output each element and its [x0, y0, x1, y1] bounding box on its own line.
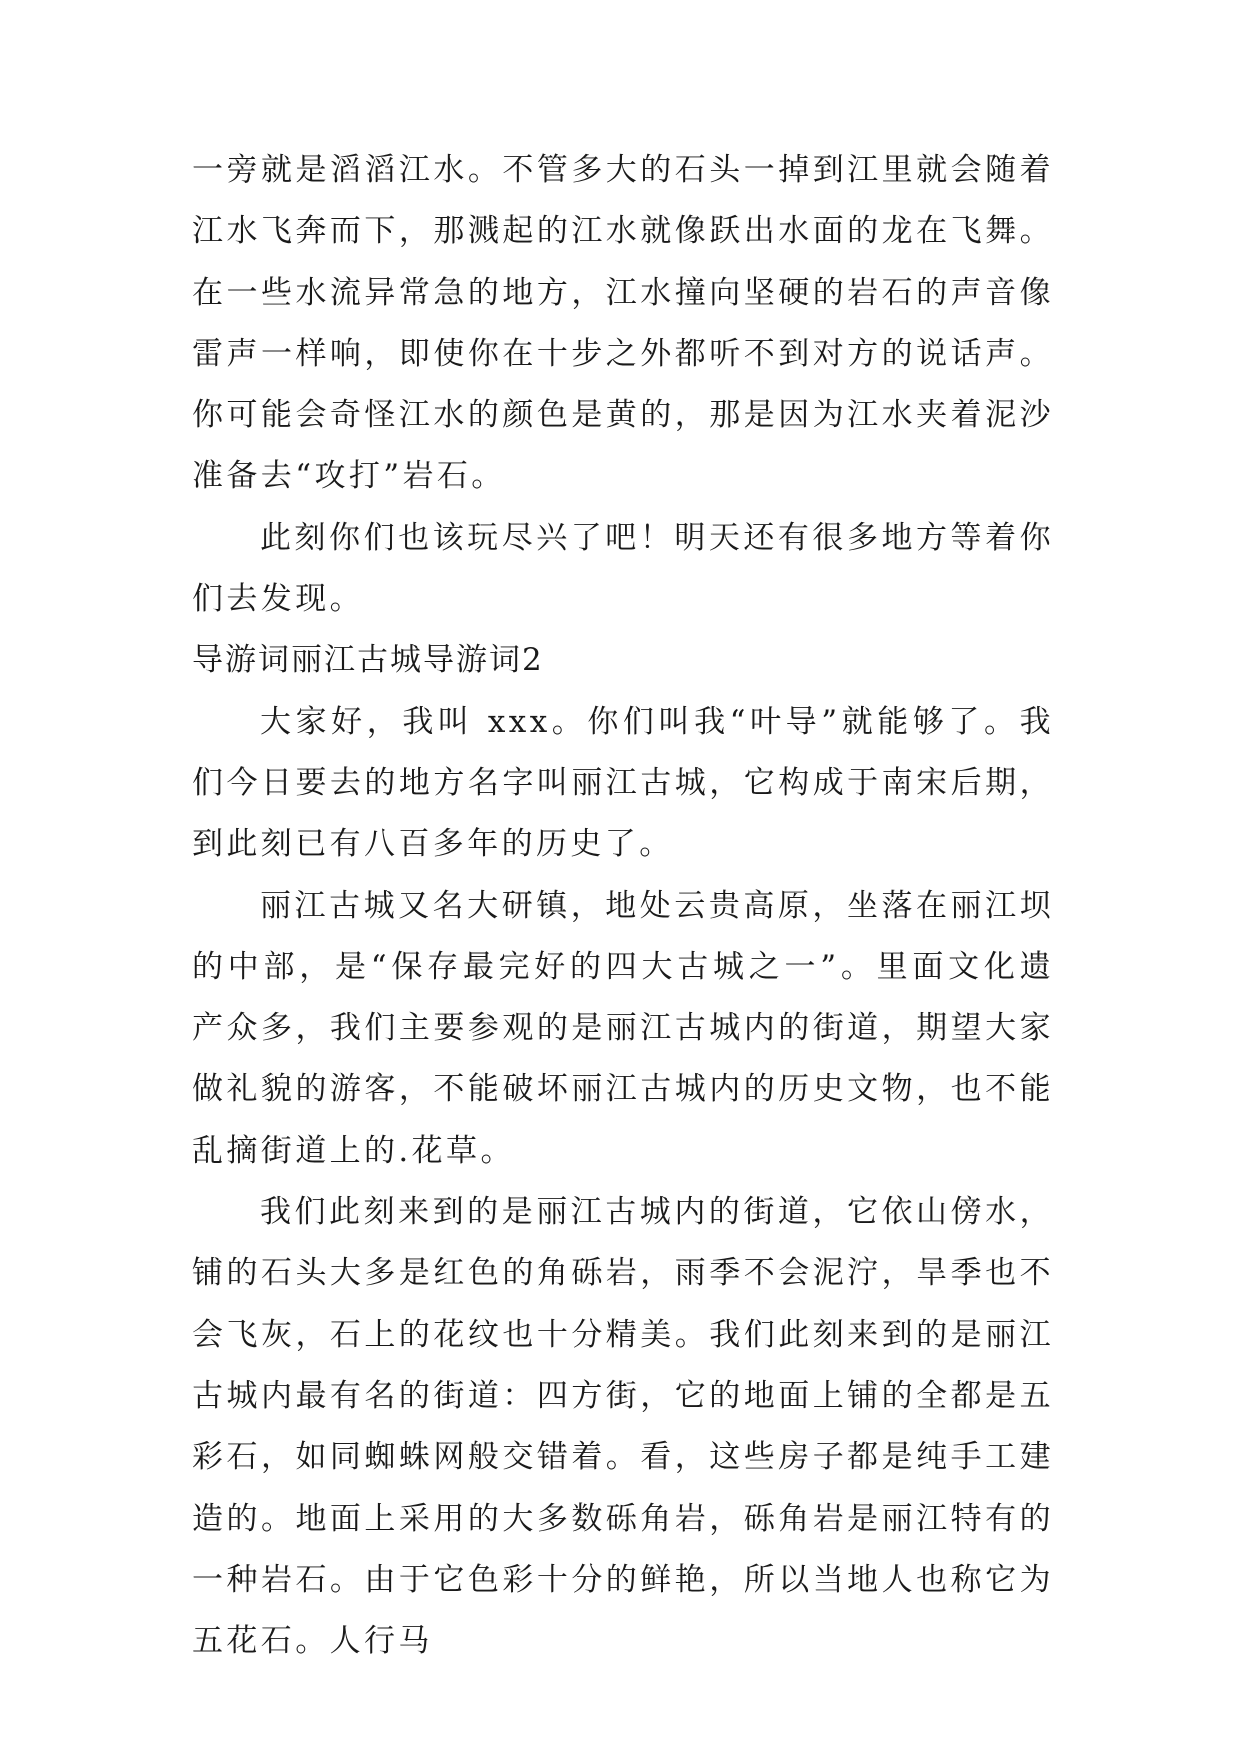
section-title: 导游词丽江古城导游词2: [192, 642, 544, 679]
paragraph-overview: 丽江古城又名大研镇，地处云贵高原，坐落在丽江坝的中部，是“保存最完好的四大古城之一”。里面文化遗产众多，我们主要参观的是丽江古城内的街道，期望大家做礼貌的游客，不能破坏丽江古城内的历史文物，也不能乱摘街道上的.花草。: [192, 887, 1054, 1169]
paragraph-streets: 我们此刻来到的是丽江古城内的街道，它依山傍水，铺的石头大多是红色的角砾岩，雨季不会泥泞，旱季也不会飞灰，石上的花纹也十分精美。我们此刻来到的是丽江古城内最有名的街道：四方街，它的地面上铺的全都是五彩石，如同蜘蛛网般交错着。看，这些房子都是纯手工建造的。地面上采用的大多数砾角岩，砾角岩是丽江特有的一种岩石。由于它色彩十分的鲜艳，所以当地人也称它为五花石。人行马: [192, 1194, 1054, 1660]
paragraph-continuation: 一旁就是滔滔江水。不管多大的石头一掉到江里就会随着江水飞奔而下，那溅起的江水就像跃出水面的龙在飞舞。在一些水流异常急的地方，江水撞向坚硬的岩石的声音像雷声一样响，即使你在十步之外都听不到对方的说话声。你可能会奇怪江水的颜色是黄的，那是因为江水夹着泥沙准备去“攻打”岩石。: [192, 152, 1054, 495]
paragraph-closing: 此刻你们也该玩尽兴了吧！明天还有很多地方等着你们去发现。: [192, 519, 1054, 618]
document-body: [192, 140, 1054, 1672]
paragraph-intro: 大家好，我叫 xxx。你们叫我“叶导”就能够了。我们今日要去的地方名字叫丽江古城，它构成于南宋后期，到此刻已有八百多年的历史了。: [192, 703, 1054, 863]
